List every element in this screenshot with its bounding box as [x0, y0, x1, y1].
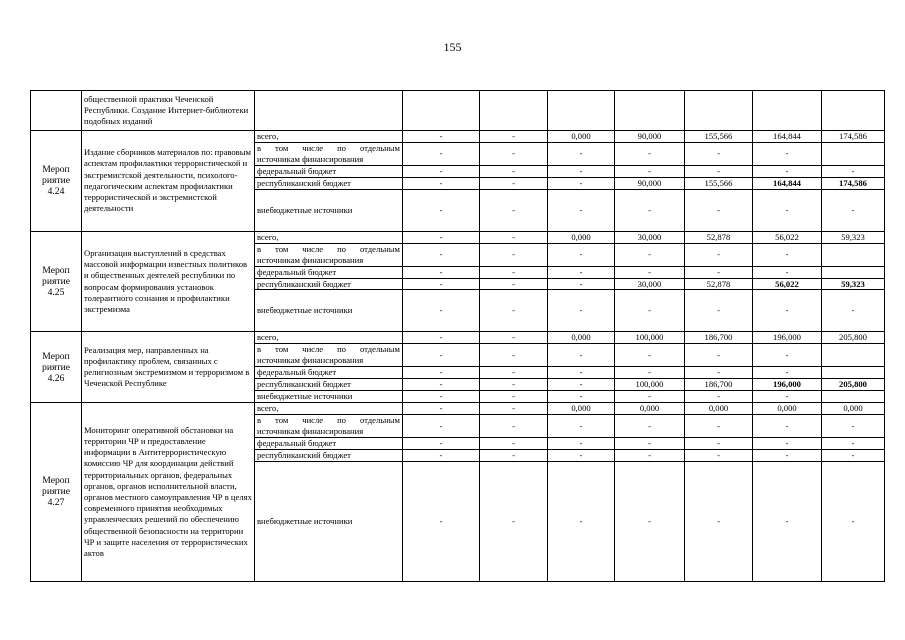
value-cell: 52,878 [685, 231, 753, 243]
value-cell: - [685, 437, 753, 449]
value-cell: - [480, 290, 548, 332]
measure-label: Мероп риятие 4.25 [31, 231, 82, 332]
value-cell: - [480, 391, 548, 403]
value-cell: - [753, 243, 822, 266]
value-cell: - [403, 142, 480, 165]
value-cell: - [403, 278, 480, 290]
source-including-line1: в том числе по отдельным [257, 415, 400, 426]
source-including-line1: в том числе по отдельным [257, 143, 400, 153]
measure-description: Организация выступлений в средствах массовой информации известных политиков и общественных деятелей республики по вопросам формирования установок толерантного сознания и профилактики экстремизма [82, 231, 255, 332]
value-cell: - [480, 344, 548, 367]
value-cell: - [615, 461, 685, 581]
value-cell: - [615, 391, 685, 403]
value-cell: - [548, 391, 615, 403]
value-cell: - [615, 437, 685, 449]
value-cell: - [753, 449, 822, 461]
value-cell: - [685, 290, 753, 332]
source-republic: республиканский бюджет [255, 449, 403, 461]
value-cell: 186,700 [685, 379, 753, 391]
source-federal: федеральный бюджет [255, 266, 403, 278]
source-including-line2: источникам финансирования [257, 254, 364, 265]
value-cell: 56,022 [753, 231, 822, 243]
measure-label: Мероп риятие 4.27 [31, 403, 82, 582]
value-cell: - [548, 243, 615, 266]
page-number: 155 [443, 40, 462, 54]
source-federal: федеральный бюджет [255, 437, 403, 449]
source-including [255, 344, 403, 367]
value-cell: - [548, 290, 615, 332]
value-cell: - [548, 367, 615, 379]
source-republic: республиканский бюджет [255, 177, 403, 189]
value-cell: - [685, 449, 753, 461]
measure-description: Мониторинг оперативной обстановки на территории ЧР и предоставление информации в Антитеррористическую комиссию ЧР для координации действий территориальных органов, федеральных органов, органов исполнительной власти, органов местного самоуправления ЧР в целях современного принятия необходимых управленческих решений по обеспечению общественной безопасности на территории ЧР и защите населения от террористических актов [82, 403, 255, 582]
value-cell: - [753, 165, 822, 177]
value-cell: - [480, 131, 548, 143]
value-cell: - [480, 189, 548, 231]
source-federal: федеральный бюджет [255, 165, 403, 177]
value-cell: - [685, 142, 753, 165]
source-including-line1: в том числе по отдельным [257, 344, 400, 355]
value-cell: - [480, 177, 548, 189]
value-cell: - [480, 403, 548, 415]
source-republic: республиканский бюджет [255, 379, 403, 391]
value-cell [822, 367, 885, 379]
source-including [255, 142, 403, 165]
value-cell: 196,000 [753, 332, 822, 344]
value-cell: 30,000 [615, 231, 685, 243]
value-cell: - [480, 231, 548, 243]
source-including-line2: источникам финансирования [257, 425, 364, 436]
value-cell: - [753, 414, 822, 437]
value-cell: 205,800 [822, 332, 885, 344]
value-cell: - [753, 189, 822, 231]
table-row-total [31, 332, 885, 344]
source-including [255, 414, 403, 437]
value-cell: - [753, 367, 822, 379]
value-cell: - [615, 165, 685, 177]
value-cell: - [615, 344, 685, 367]
value-cell: 155,566 [685, 131, 753, 143]
value-cell: - [548, 414, 615, 437]
value-cell: - [403, 344, 480, 367]
value-cell: 100,000 [615, 379, 685, 391]
intro-label-cell [31, 91, 82, 131]
value-cell: - [615, 290, 685, 332]
value-cell: - [403, 189, 480, 231]
value-cell: - [615, 266, 685, 278]
source-total: всего, [255, 231, 403, 243]
value-cell: - [403, 231, 480, 243]
value-cell: 0,000 [822, 403, 885, 415]
value-cell: - [685, 391, 753, 403]
value-cell [822, 266, 885, 278]
value-cell: 90,000 [615, 177, 685, 189]
value-cell: - [548, 189, 615, 231]
value-cell: - [403, 367, 480, 379]
value-cell: 90,000 [615, 131, 685, 143]
value-cell: - [548, 165, 615, 177]
value-cell: - [548, 278, 615, 290]
value-cell: - [403, 266, 480, 278]
value-cell: - [685, 367, 753, 379]
value-cell: - [548, 344, 615, 367]
value-cell: - [403, 332, 480, 344]
value-cell: - [480, 449, 548, 461]
value-cell: - [548, 142, 615, 165]
value-cell: - [685, 344, 753, 367]
value-cell: 56,022 [753, 278, 822, 290]
value-cell: 0,000 [753, 403, 822, 415]
value-cell: - [403, 379, 480, 391]
value-cell: 59,323 [822, 231, 885, 243]
value-cell: 0,000 [548, 131, 615, 143]
value-cell: - [403, 461, 480, 581]
value-cell: - [615, 367, 685, 379]
measure-label: Мероп риятие 4.26 [31, 332, 82, 403]
source-total: всего, [255, 332, 403, 344]
value-cell: - [822, 437, 885, 449]
value-cell: - [615, 142, 685, 165]
source-including-line1: в том числе по отдельным [257, 243, 400, 254]
value-cell: 205,800 [822, 379, 885, 391]
value-cell: - [548, 266, 615, 278]
value-cell: - [685, 243, 753, 266]
table-row-total [31, 131, 885, 143]
value-cell: - [685, 414, 753, 437]
value-cell: - [480, 461, 548, 581]
value-cell: - [480, 278, 548, 290]
source-including [255, 243, 403, 266]
value-cell: 155,566 [685, 177, 753, 189]
source-extrabudget: внебюджетные источники [255, 391, 403, 403]
measure-description: Издание сборников материалов по: правовым аспектам профилактики террористической и экстремистской деятельности, психолого-педагогическим аспектам профилактики террористической и экстремистской деятельности [82, 131, 255, 232]
value-cell: - [403, 165, 480, 177]
value-cell: - [403, 243, 480, 266]
value-cell: - [615, 243, 685, 266]
intro-description: общественной практики Чеченской Республики. Создание Интернет-библиотеки подобных изданий [82, 91, 255, 131]
value-cell: 59,323 [822, 278, 885, 290]
value-cell: - [615, 189, 685, 231]
source-total: всего, [255, 131, 403, 143]
value-cell: - [548, 177, 615, 189]
value-cell: - [685, 189, 753, 231]
value-cell: - [685, 266, 753, 278]
value-cell: - [480, 379, 548, 391]
value-cell: - [480, 414, 548, 437]
value-cell: - [548, 437, 615, 449]
value-cell: - [822, 165, 885, 177]
source-extrabudget: внебюджетные источники [255, 461, 403, 581]
source-including-line2: источникам финансирования [257, 355, 364, 366]
value-cell: - [822, 449, 885, 461]
value-cell: - [822, 290, 885, 332]
value-cell: - [822, 414, 885, 437]
value-cell: 0,000 [685, 403, 753, 415]
measure-description: Реализация мер, направленных на профилактику проблем, связанных с религиозным экстремизмом и терроризмом в Чеченской Республике [82, 332, 255, 403]
source-including-line2: источникам финансирования [257, 153, 364, 164]
value-cell: - [753, 266, 822, 278]
value-cell: - [753, 290, 822, 332]
source-total: всего, [255, 403, 403, 415]
value-cell: - [403, 414, 480, 437]
source-extrabudget: внебюджетные источники [255, 189, 403, 231]
value-cell: - [822, 461, 885, 581]
value-cell: 30,000 [615, 278, 685, 290]
value-cell: - [403, 290, 480, 332]
value-cell: - [548, 379, 615, 391]
value-cell: 0,000 [548, 231, 615, 243]
value-cell: 186,700 [685, 332, 753, 344]
value-cell: - [753, 461, 822, 581]
value-cell: - [685, 165, 753, 177]
source-extrabudget: внебюджетные источники [255, 290, 403, 332]
value-cell: - [753, 391, 822, 403]
value-cell: - [403, 391, 480, 403]
value-cell [822, 391, 885, 403]
value-cell: 164,844 [753, 177, 822, 189]
value-cell [822, 243, 885, 266]
value-cell: - [480, 437, 548, 449]
budget-table [30, 90, 885, 582]
value-cell: 174,586 [822, 131, 885, 143]
table-row-intro [31, 91, 885, 131]
value-cell: 174,586 [822, 177, 885, 189]
value-cell: - [403, 403, 480, 415]
value-cell: 0,000 [548, 332, 615, 344]
value-cell: - [615, 449, 685, 461]
table-row-total [31, 403, 885, 415]
value-cell: - [480, 142, 548, 165]
value-cell: 52,878 [685, 278, 753, 290]
source-republic: республиканский бюджет [255, 278, 403, 290]
table-row-total [31, 231, 885, 243]
value-cell: - [480, 332, 548, 344]
value-cell: - [753, 344, 822, 367]
value-cell: - [548, 461, 615, 581]
value-cell [822, 142, 885, 165]
value-cell: - [753, 437, 822, 449]
value-cell: - [403, 177, 480, 189]
value-cell: - [822, 189, 885, 231]
value-cell: - [480, 243, 548, 266]
value-cell: - [480, 367, 548, 379]
value-cell: - [753, 142, 822, 165]
value-cell: - [615, 414, 685, 437]
value-cell: 100,000 [615, 332, 685, 344]
value-cell: 0,000 [615, 403, 685, 415]
value-cell: - [480, 266, 548, 278]
value-cell: 196,000 [753, 379, 822, 391]
value-cell: 0,000 [548, 403, 615, 415]
value-cell [822, 344, 885, 367]
value-cell: 164,844 [753, 131, 822, 143]
measure-label: Мероп риятие 4.24 [31, 131, 82, 232]
value-cell: - [403, 131, 480, 143]
value-cell: - [685, 461, 753, 581]
value-cell: - [403, 437, 480, 449]
value-cell: - [480, 165, 548, 177]
source-federal: федеральный бюджет [255, 367, 403, 379]
value-cell: - [403, 449, 480, 461]
value-cell: - [548, 449, 615, 461]
